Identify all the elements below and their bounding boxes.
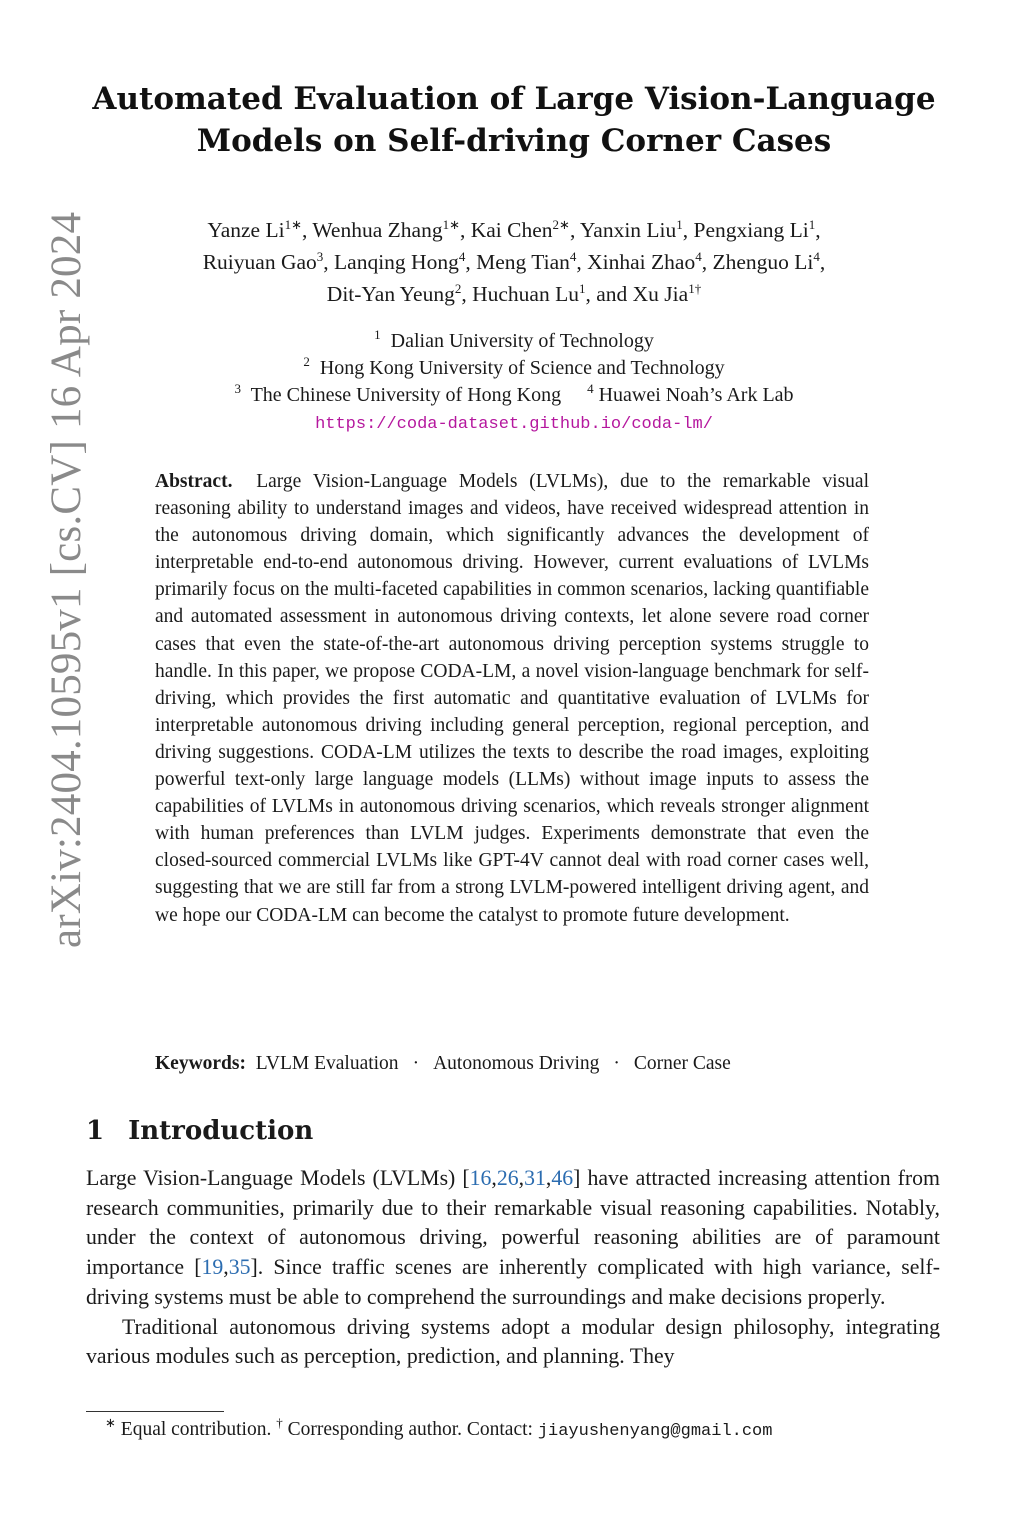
- arxiv-identifier-stamp: arXiv:2404.10595v1 [cs.CV] 16 Apr 2024: [43, 211, 90, 948]
- abstract-label: Abstract.: [155, 471, 233, 492]
- abstract: [155, 468, 869, 929]
- intro-paragraph-2: Traditional autonomous driving systems adopt a modular design philosophy, integrating various modules such as perception, prediction, and planning. They: [86, 1314, 940, 1369]
- affiliation-3-4: [100, 382, 928, 409]
- introduction-body: [86, 1164, 940, 1372]
- author: [203, 250, 324, 274]
- intro-text: Large Vision-Language Models (LVLMs): [86, 1166, 463, 1190]
- affiliation-1-name: Dalian University of Technology: [390, 330, 654, 352]
- author-affiliation-mark: 4: [569, 249, 577, 264]
- author-affiliation-mark: 1∗: [442, 217, 460, 232]
- author-affiliation-mark: 2: [454, 281, 462, 296]
- affiliation-3-marker: 3: [234, 381, 241, 396]
- keyword-2: Autonomous Driving: [433, 1053, 600, 1074]
- citation-link[interactable]: 19: [201, 1255, 224, 1280]
- author-list: Yanze $Li^{1∗}$, Wenhua Zhang$^{1∗}$, Kai Chen$^{2∗}$, Yanxin Liu$^1$, Pengxiang Li$^1$, Ruiyuan Gao$^3$, Lanqing Hong$^4$, Meng Tian$^4$, Xinhai Zhao$^4$, Zhenguo Li$^4$, Dit-Yan Yeung$^2$, Huchuan Lu$^1$, and Xu Jia$^{1\dagger}$: [202, 217, 826, 306]
- affiliation-4-name: Huawei Noah’s Ark Lab: [598, 384, 794, 406]
- affiliation-1-marker: 1: [374, 327, 381, 342]
- author-name: Xinhai Zhao: [587, 250, 696, 274]
- contact-email-link[interactable]: jiayushenyang@gmail.com: [537, 1422, 773, 1441]
- author: [471, 218, 570, 242]
- author-affiliation-mark: 3: [316, 249, 324, 264]
- author: [694, 218, 816, 242]
- author-name: Ruiyuan Gao: [202, 250, 317, 274]
- author-name: Wenhua Zhang: [312, 218, 443, 242]
- author-name: Yanze Li: [207, 218, 285, 242]
- affiliation-2: [100, 355, 928, 382]
- keyword-separator: ·: [412, 1053, 420, 1074]
- abstract-text: Large Vision-Language Models (LVLMs), due to the remarkable visual reasoning ability to understand images and videos, have received widespread attention in the autonomous driving domain, which significantly advances the development of interpretable end-to-end autonomous driving. However, current evaluations of LVLMs primarily focus on the multi-faceted capabilities in common scenarios, lacking quantifiable and automated assessment in autonomous driving contexts, let alone severe road corner cases that even the state-of-the-art autonomous driving perception systems struggle to handle. In this paper, we propose CODA-LM, a novel vision-language benchmark for self-driving, which provides the first automatic and quantitative evaluation of LVLMs for interpretable autonomous driving including general perception, regional perception, and driving suggestions. CODA-LM utilizes the texts to describe the road images, exploiting powerful text-only large language models (LLMs) without image inputs to assess the capabilities of LVLMs in autonomous driving scenarios, which reveals stronger alignment with human preferences than LVLM judges. Experiments demonstrate that even the closed-sourced commercial LVLMs like GPT-4V cannot deal with road corner cases well, suggesting that we are still far from a strong LVLM-powered intelligent driving agent, and we hope our CODA-LM can become the catalyst to promote future development.: [155, 471, 869, 926]
- affiliations: [100, 328, 928, 438]
- keywords-label: Keywords:: [155, 1053, 246, 1074]
- paper-title: Automated Evaluation of Large Vision-Language Models on Self-driving Corner Cases: [92, 81, 936, 159]
- author-name: Lanqing Hong: [334, 250, 459, 274]
- author: [580, 218, 683, 242]
- keyword-1: LVLM Evaluation: [255, 1053, 399, 1074]
- citation-link[interactable]: 31: [524, 1166, 546, 1190]
- author-affiliation-mark: 4: [813, 249, 820, 264]
- author: [327, 282, 462, 306]
- intro-paragraph-1: Large Vision-Language Models (LVLMs) [16,26,31,46] have attracted increasing attention from research communities, primarily due to their remarkable visual reasoning capabilities. Notably, under the context of autonomous driving, powerful reasoning abilities are of paramount importance [19,35]. Since traffic scenes are inherently complicated with high variance, self-driving systems must be able to comprehend the surroundings and make decisions properly.: [86, 1166, 940, 1309]
- author-name: Kai Chen: [470, 218, 553, 242]
- author-name: Yanxin Liu: [579, 218, 677, 242]
- author-conjunction: and: [596, 282, 633, 306]
- intro-text: have attracted increasing attention from research communities, primarily due to their remarkable visual reasoning capabilities. Notably, under the context of autonomous driving, powerful reasoning abilities are of paramount importance: [86, 1166, 940, 1280]
- author-affiliation-mark: 1∗: [284, 217, 302, 232]
- author-name: Meng Tian: [476, 250, 570, 274]
- keywords: [155, 1050, 869, 1077]
- citation-link[interactable]: 35: [228, 1255, 251, 1280]
- author-name: Huchuan Lu: [472, 282, 579, 306]
- equal-contribution-mark: ∗: [105, 1415, 116, 1430]
- affiliation-2-name: Hong Kong University of Science and Technology: [319, 357, 725, 379]
- author: [334, 250, 465, 274]
- affiliation-1: [100, 328, 928, 355]
- author-affiliation-mark: 1: [808, 217, 816, 232]
- author: [712, 250, 819, 274]
- affiliation-2-marker: 2: [303, 354, 310, 369]
- citation-link[interactable]: 46: [551, 1166, 574, 1190]
- author-affiliation-mark: 1: [578, 281, 586, 296]
- project-url-link[interactable]: https://coda-dataset.github.io/coda-lm/: [315, 415, 713, 434]
- section-number: 1: [86, 1116, 105, 1146]
- author-affiliation-mark: 2∗: [552, 217, 570, 232]
- author-affiliation-mark: 1: [676, 217, 683, 232]
- author-name: Zhenguo Li: [712, 250, 814, 274]
- keyword-separator: ·: [613, 1053, 620, 1074]
- author-name: Xu Jia: [632, 282, 689, 306]
- author-affiliation-mark: 1†: [688, 281, 702, 296]
- author-name: Pengxiang Li: [693, 218, 809, 242]
- author: [476, 250, 576, 274]
- author-affiliation-mark: 4: [695, 249, 702, 264]
- keyword-3: Corner Case: [633, 1053, 731, 1074]
- author: [633, 282, 702, 306]
- equal-contribution-text: Equal contribution.: [120, 1419, 272, 1440]
- footnote: [105, 1416, 945, 1446]
- corresponding-author-mark: †: [276, 1415, 283, 1430]
- corresponding-author-text: Corresponding author. Contact:: [287, 1419, 533, 1440]
- affiliation-3-name: The Chinese University of Hong Kong: [250, 384, 562, 406]
- section-heading: [86, 1116, 313, 1146]
- intro-text: . Since traffic scenes are inherently complicated with high variance, self-driving systems must be able to comprehend the surroundings and make decisions properly.: [86, 1255, 940, 1309]
- affiliation-4-marker: 4: [587, 381, 594, 396]
- author: [312, 218, 460, 242]
- citation-link[interactable]: 16: [469, 1166, 492, 1190]
- author: [472, 282, 585, 306]
- author: [587, 250, 702, 274]
- author-affiliation-mark: 4: [458, 249, 466, 264]
- author: [207, 218, 302, 242]
- footnote-rule: [86, 1411, 224, 1412]
- section-title: Introduction: [128, 1116, 314, 1146]
- citation-link[interactable]: 26: [496, 1166, 519, 1190]
- author-name: Dit-Yan Yeung: [326, 282, 455, 306]
